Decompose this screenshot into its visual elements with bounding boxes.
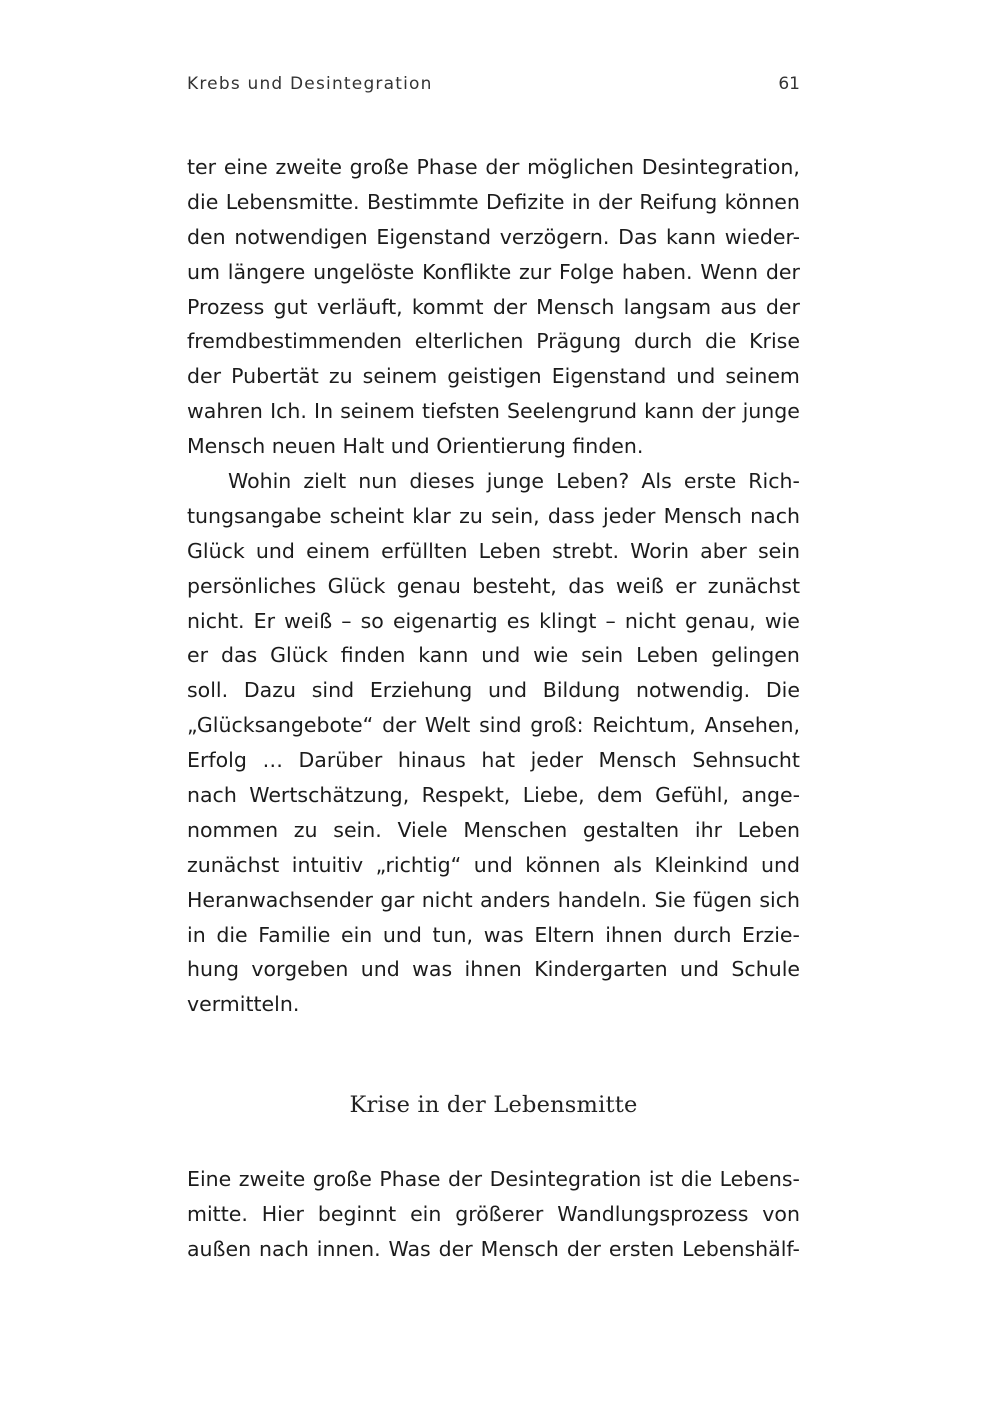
text-line: den notwendigen Eigenstand verzögern. Das kann wieder- bbox=[187, 224, 800, 249]
running-title: Krebs und Desintegration bbox=[187, 74, 433, 94]
text-line: er das Glück finden kann und wie sein Leben gelingen bbox=[187, 643, 800, 668]
text-line: nicht. Er weiß – so eigenartig es klingt – nicht genau, wie bbox=[187, 608, 800, 633]
text-line: Erfolg … Darüber hinaus hat jeder Mensch Sehnsucht bbox=[187, 748, 800, 773]
text-line: mitte. Hier beginnt ein größerer Wandlungsprozess von bbox=[187, 1201, 800, 1226]
text-line: vermitteln. bbox=[187, 992, 300, 1017]
text-line: zunächst intuitiv „richtig“ und können als Kleinkind und bbox=[187, 852, 800, 877]
text-line: soll. Dazu sind Erziehung und Bildung notwendig. Die bbox=[187, 678, 800, 703]
paragraph-continuation bbox=[187, 150, 800, 464]
text-line: Wohin zielt nun dieses junge Leben? Als erste Rich- bbox=[228, 469, 800, 493]
text-line: ter eine zweite große Phase der möglichen Desintegration, bbox=[187, 155, 800, 179]
text-line: Glück und einem erfüllten Leben strebt. Worin aber sein bbox=[187, 538, 800, 563]
text-line: Prozess gut verläuft, kommt der Mensch langsam aus der bbox=[187, 294, 800, 319]
text-line: Eine zweite große Phase der Desintegration ist die Lebens- bbox=[187, 1167, 800, 1191]
text-line: tungsangabe scheint klar zu sein, dass jeder Mensch nach bbox=[187, 503, 800, 528]
section-heading: Krise in der Lebensmitte bbox=[349, 1092, 638, 1118]
text-line: persönliches Glück genau besteht, das weiß er zunächst bbox=[187, 573, 800, 598]
text-line: außen nach innen. Was der Mensch der ersten Lebenshälf- bbox=[187, 1236, 800, 1261]
paragraph-glueck bbox=[187, 464, 800, 1022]
text-line: fremdbestimmenden elterlichen Prägung durch die Krise bbox=[187, 329, 800, 354]
text-line: wahren Ich. In seinem tiefsten Seelengrund kann der junge bbox=[187, 399, 800, 424]
text-line: um längere ungelöste Konflikte zur Folge haben. Wenn der bbox=[187, 259, 800, 284]
page-number: 61 bbox=[778, 74, 800, 94]
text-line: Mensch neuen Halt und Orientierung finden. bbox=[187, 434, 644, 459]
text-line: in die Familie ein und tun, was Eltern ihnen durch Erzie- bbox=[187, 922, 800, 947]
text-line: nommen zu sein. Viele Menschen gestalten ihr Leben bbox=[187, 817, 800, 842]
text-line: nach Wertschätzung, Respekt, Liebe, dem Gefühl, ange- bbox=[187, 783, 800, 808]
text-line: der Pubertät zu seinem geistigen Eigenstand und seinem bbox=[187, 364, 800, 389]
text-line: „Glücksangebote“ der Welt sind groß: Reichtum, Ansehen, bbox=[187, 713, 800, 738]
text-line: hung vorgeben und was ihnen Kindergarten und Schule bbox=[187, 957, 800, 982]
paragraph-lebensmitte bbox=[187, 1162, 800, 1267]
text-line: die Lebensmitte. Bestimmte Defizite in der Reifung können bbox=[187, 189, 800, 214]
text-line: Heranwachsender gar nicht anders handeln. Sie fügen sich bbox=[187, 887, 800, 912]
